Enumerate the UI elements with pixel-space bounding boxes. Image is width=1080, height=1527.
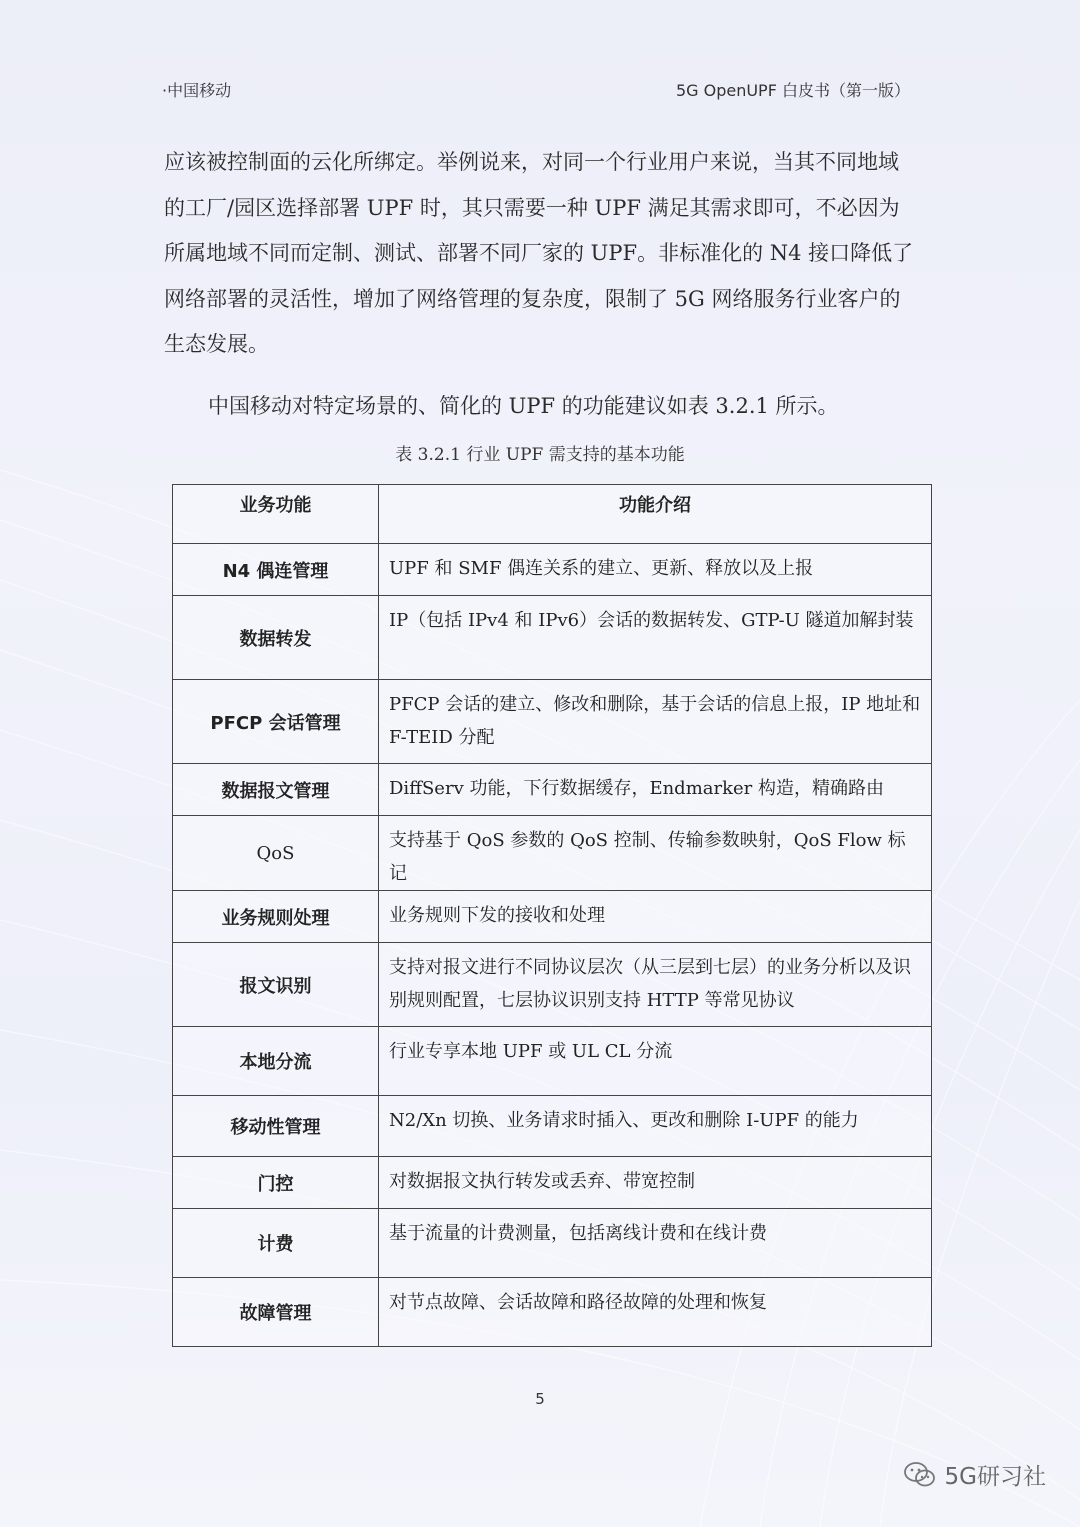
row-function-desc: IP（包括 IPv4 和 IPv6）会话的数据转发、GTP-U 隧道加解封装 bbox=[379, 596, 932, 680]
table-row bbox=[173, 1157, 932, 1209]
table-row bbox=[173, 891, 932, 943]
watermark-text: 5G研习社 bbox=[944, 1464, 1046, 1490]
row-function-desc: 支持基于 QoS 参数的 QoS 控制、传输参数映射，QoS Flow 标记 bbox=[379, 816, 932, 891]
table-row bbox=[173, 1096, 932, 1157]
row-function-name: N4 偶连管理 bbox=[173, 544, 379, 596]
header-org: ·中国移动 bbox=[162, 81, 232, 100]
row-function-name: 数据转发 bbox=[173, 596, 379, 680]
row-function-desc: 对数据报文执行转发或丢弃、带宽控制 bbox=[379, 1157, 932, 1209]
function-table bbox=[172, 484, 932, 1347]
paragraph-1: 应该被控制面的云化所绑定。举例说来，对同一个行业用户来说，当其不同地域的工厂/园区选择部署 UPF 时，其只需要一种 UPF 满足其需求即可，不必因为所属地域不同而定制、测试、部署不同厂家的 UPF。非标准化的 N4 接口降低了网络部署的灵活性，增加了网络管理的复杂度，限制了 5G 网络服务行业客户的生态发展。 bbox=[164, 150, 914, 356]
row-function-desc: DiffServ 功能，下行数据缓存，Endmarker 构造，精确路由 bbox=[379, 764, 932, 816]
table-caption: 表 3.2.1 行业 UPF 需支持的基本功能 bbox=[395, 445, 685, 465]
row-function-name: PFCP 会话管理 bbox=[173, 680, 379, 764]
row-function-name: 故障管理 bbox=[173, 1278, 379, 1347]
row-function-desc: 对节点故障、会话故障和路径故障的处理和恢复 bbox=[379, 1278, 932, 1347]
row-function-desc: N2/Xn 切换、业务请求时插入、更改和删除 I-UPF 的能力 bbox=[379, 1096, 932, 1157]
row-function-name: 数据报文管理 bbox=[173, 764, 379, 816]
header-description: 功能介绍 bbox=[379, 485, 932, 544]
header-function: 业务功能 bbox=[173, 485, 379, 544]
row-function-desc: 支持对报文进行不同协议层次（从三层到七层）的业务分析以及识别规则配置，七层协议识别支持 HTTP 等常见协议 bbox=[379, 943, 932, 1027]
table-row bbox=[173, 1027, 932, 1096]
body-text bbox=[164, 140, 919, 368]
row-function-desc: 业务规则下发的接收和处理 bbox=[379, 891, 932, 943]
table-header-row bbox=[173, 485, 932, 544]
row-function-desc: UPF 和 SMF 偶连关系的建立、更新、释放以及上报 bbox=[379, 544, 932, 596]
row-function-desc: PFCP 会话的建立、修改和删除，基于会话的信息上报，IP 地址和 F-TEID 分配 bbox=[379, 680, 932, 764]
table-row bbox=[173, 544, 932, 596]
row-function-desc: 基于流量的计费测量，包括离线计费和在线计费 bbox=[379, 1209, 932, 1278]
watermark bbox=[903, 1458, 1046, 1491]
table-row bbox=[173, 764, 932, 816]
row-function-name: 移动性管理 bbox=[173, 1096, 379, 1157]
wechat-icon bbox=[903, 1460, 937, 1490]
page-number: 5 bbox=[535, 1390, 545, 1408]
table-row bbox=[173, 1209, 932, 1278]
paragraph-2: 中国移动对特定场景的、简化的 UPF 的功能建议如表 3.2.1 所示。 bbox=[208, 394, 839, 418]
row-function-name: 计费 bbox=[173, 1209, 379, 1278]
table-row bbox=[173, 680, 932, 764]
row-function-name: 业务规则处理 bbox=[173, 891, 379, 943]
header-doc-title: 5G OpenUPF 白皮书（第一版） bbox=[675, 81, 910, 100]
row-function-name: QoS bbox=[173, 816, 379, 891]
table-row bbox=[173, 1278, 932, 1347]
table-row bbox=[173, 943, 932, 1027]
table-row bbox=[173, 816, 932, 891]
row-function-name: 本地分流 bbox=[173, 1027, 379, 1096]
row-function-name: 报文识别 bbox=[173, 943, 379, 1027]
row-function-name: 门控 bbox=[173, 1157, 379, 1209]
table-row bbox=[173, 596, 932, 680]
row-function-desc: 行业专享本地 UPF 或 UL CL 分流 bbox=[379, 1027, 932, 1096]
